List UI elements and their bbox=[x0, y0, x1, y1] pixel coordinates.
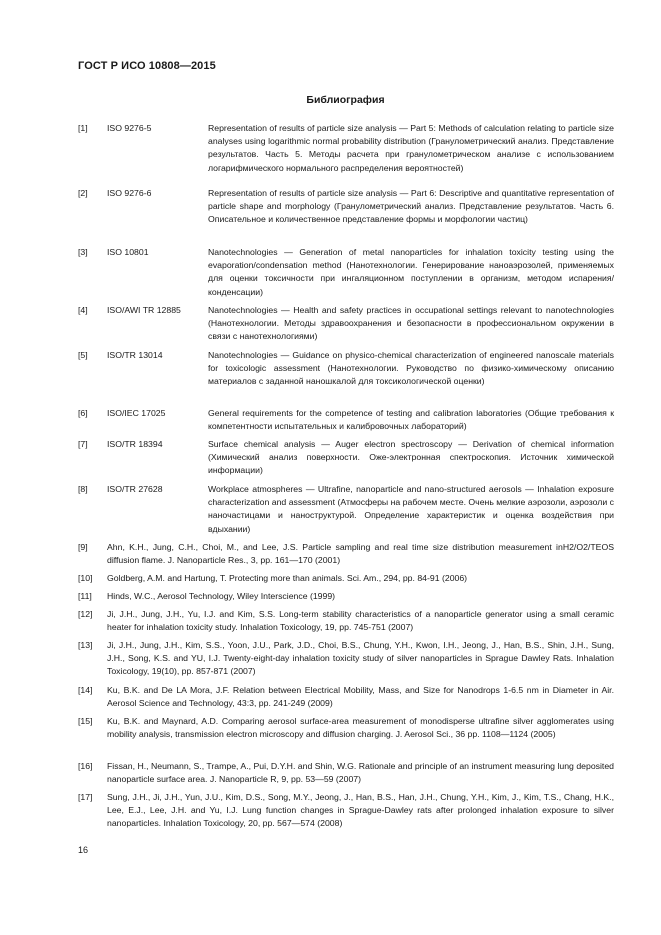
reference-number: [16] bbox=[78, 761, 93, 771]
reference-text: Ku, B.K. and Maynard, A.D. Comparing aerosol surface-area measurement of monodisperse ultrafine silver agglomerates using mobility analysis, transmission electron microscopy and diffusion charging. J. Aerosol Sci., 36 pp. 1108—1124 (2005) bbox=[107, 716, 614, 740]
reference-item bbox=[78, 349, 614, 407]
reference-number: [13] bbox=[78, 640, 93, 650]
reference-text: Nanotechnologies — Guidance on physico-chemical characterization of engineered nanoscale materials for toxicologic assessment (Нанотехнологии. Руководство по физико-химическому описанию материалов с заданной наношкалой для токсикологической оценки) bbox=[208, 350, 614, 387]
reference-text: Workplace atmospheres — Ultrafine, nanoparticle and nano-structured aerosols — Inhalation exposure characterization and assessment (Атмосферы на рабочем месте. Очень мелкие аэрозоли, аэрозоли с наночастицами и наноструктурой. Определение характеристик и оценка воздействия при вдыхании) bbox=[208, 484, 614, 534]
reference-number: [7] bbox=[78, 439, 88, 449]
reference-text: Goldberg, A.M. and Hartung, T. Protecting more than animals. Sci. Am., 294, pp. 84-91 (2006) bbox=[107, 573, 468, 583]
reference-item bbox=[78, 639, 614, 684]
reference-item bbox=[78, 246, 614, 304]
reference-text: Hinds, W.C., Aerosol Technology, Wiley Interscience (1999) bbox=[107, 591, 336, 601]
standard-header: ГОСТ Р ИСО 10808—2015 bbox=[78, 60, 216, 72]
reference-item bbox=[78, 684, 614, 715]
reference-code: ISO/TR 13014 bbox=[107, 350, 163, 360]
reference-code: ISO 9276-5 bbox=[107, 123, 152, 133]
reference-text: Surface chemical analysis — Auger electron spectroscopy — Derivation of chemical information (Химический анализ поверхности. Оже-электронная спектроскопия. Источник химической информации) bbox=[208, 439, 614, 476]
reference-item bbox=[78, 760, 614, 791]
reference-text: Ku, B.K. and De LA Mora, J.F. Relation between Electrical Mobility, Mass, and Size for Nanodrops 1-6.5 nm in Diameter in Air. Aerosol Science and Technology, 43:3, pp. 241-249 (2009) bbox=[107, 685, 614, 709]
reference-code: ISO/TR 18394 bbox=[107, 439, 163, 449]
reference-item bbox=[78, 541, 614, 572]
page-number: 16 bbox=[78, 845, 89, 855]
reference-number: [17] bbox=[78, 792, 93, 802]
reference-text: Ji, J.H., Jung, J.H., Yu, I.J. and Kim, S.S. Long-term stability characteristics of a nanoparticle generator using a small ceramic heater for inhalation toxicity study. Inhalation Toxicology, 19, pp. 745-751 (2007) bbox=[107, 609, 614, 633]
reference-item bbox=[78, 608, 614, 639]
reference-item bbox=[78, 572, 614, 590]
reference-text: Ji, J.H., Jung, J.H., Kim, S.S., Yoon, J.U., Park, J.D., Choi, B.S., Chung, Y.H., Kwon, I.H., Jeong, J., Han, B.S., Shin, J.H., Sung, J.H., Song, K.S. and YU, I.J. Twenty-eight-day inhalation toxicity study of silver nanoparticles in Sprague Dawley Rats. Inhalation Toxicology, 19(10), pp. 857-871 (2007) bbox=[107, 640, 614, 677]
reference-text: Sung, J.H., Ji, J.H., Yun, J.U., Kim, D.S., Song, M.Y., Jeong, J., Han, B.S., Han, J.H., Chung, Y.H., Kim, J., Kim, T.S., Chang, H.K., Lee, E.J., Lee, J.H. and Yu, I.J. Lung function changes in Sprague-Dawley rats after prolonged inhalation exposure to silver nanoparticles. Inhalation Toxicology, 20, pp. 567—574 (2008) bbox=[107, 792, 614, 829]
reference-text: Fissan, H., Neumann, S., Trampe, A., Pui, D.Y.H. and Shin, W.G. Rationale and principle of an instrument measuring lung deposited nanoparticle surface area. J. Nanoparticle R, 9, pp. 53—59 (2007) bbox=[107, 761, 614, 785]
reference-number: [6] bbox=[78, 408, 88, 418]
reference-number: [1] bbox=[78, 123, 88, 133]
reference-item bbox=[78, 590, 614, 608]
reference-text: Representation of results of particle size analysis — Part 6: Descriptive and quantitative representation of particle shape and morphology (Гранулометрический анализ. Представление результатов. Часть 6. Описательное и количественное представление формы и морфологии частиц) bbox=[208, 188, 614, 225]
section-title: Библиография bbox=[306, 94, 385, 106]
reference-number: [8] bbox=[78, 484, 88, 494]
reference-text: Nanotechnologies — Health and safety practices in occupational settings relevant to nanotechnologies (Нанотехнологии. Методы здравоохранения и безопасности в профессиональном окружении в связи с нанотехнологиями) bbox=[208, 305, 614, 342]
reference-item bbox=[78, 715, 614, 760]
reference-item bbox=[78, 483, 614, 541]
reference-item bbox=[78, 122, 614, 187]
reference-item bbox=[78, 791, 614, 836]
reference-text: Ahn, K.H., Jung, C.H., Choi, M., and Lee, J.S. Particle sampling and real time size distribution measurement inH2/O2/TEOS diffusion flame. J. Nanoparticle Res., 3, pp. 161—170 (2001) bbox=[107, 542, 614, 566]
reference-text: Representation of results of particle size analysis — Part 5: Methods of calculation relating to particle size analyses using logarithmic normal probability distribution (Гранулометрический анализ. Представление результатов. Часть 5. Методы расчета при гранулометрическом анализе с использованием логарифмического нормального распределения вероятностей) bbox=[208, 123, 614, 173]
reference-code: ISO/AWI TR 12885 bbox=[107, 305, 181, 315]
bibliography-list bbox=[78, 122, 614, 836]
reference-number: [9] bbox=[78, 542, 88, 552]
reference-item bbox=[78, 304, 614, 349]
reference-item bbox=[78, 187, 614, 246]
reference-number: [2] bbox=[78, 188, 88, 198]
reference-number: [15] bbox=[78, 716, 93, 726]
reference-code: ISO/TR 27628 bbox=[107, 484, 163, 494]
reference-item bbox=[78, 407, 614, 438]
reference-number: [12] bbox=[78, 609, 93, 619]
reference-text: General requirements for the competence of testing and calibration laboratories (Общие требования к компетентности испытательных и калибровочных лабораторий) bbox=[208, 408, 614, 432]
reference-number: [10] bbox=[78, 573, 93, 583]
reference-code: ISO/IEC 17025 bbox=[107, 408, 166, 418]
reference-item bbox=[78, 438, 614, 483]
reference-text: Nanotechnologies — Generation of metal nanoparticles for inhalation toxicity testing using the evaporation/condensation method (Нанотехнологии. Генерирование наноаэрозолей, применяемых для оценки токсичности при ингаляционном поступлении в организм, методом испарения/конденсации) bbox=[208, 247, 614, 297]
reference-code: ISO 10801 bbox=[107, 247, 149, 257]
reference-number: [14] bbox=[78, 685, 93, 695]
reference-number: [5] bbox=[78, 350, 88, 360]
reference-code: ISO 9276-6 bbox=[107, 188, 152, 198]
reference-number: [3] bbox=[78, 247, 88, 257]
reference-number: [4] bbox=[78, 305, 88, 315]
reference-number: [11] bbox=[78, 591, 92, 601]
